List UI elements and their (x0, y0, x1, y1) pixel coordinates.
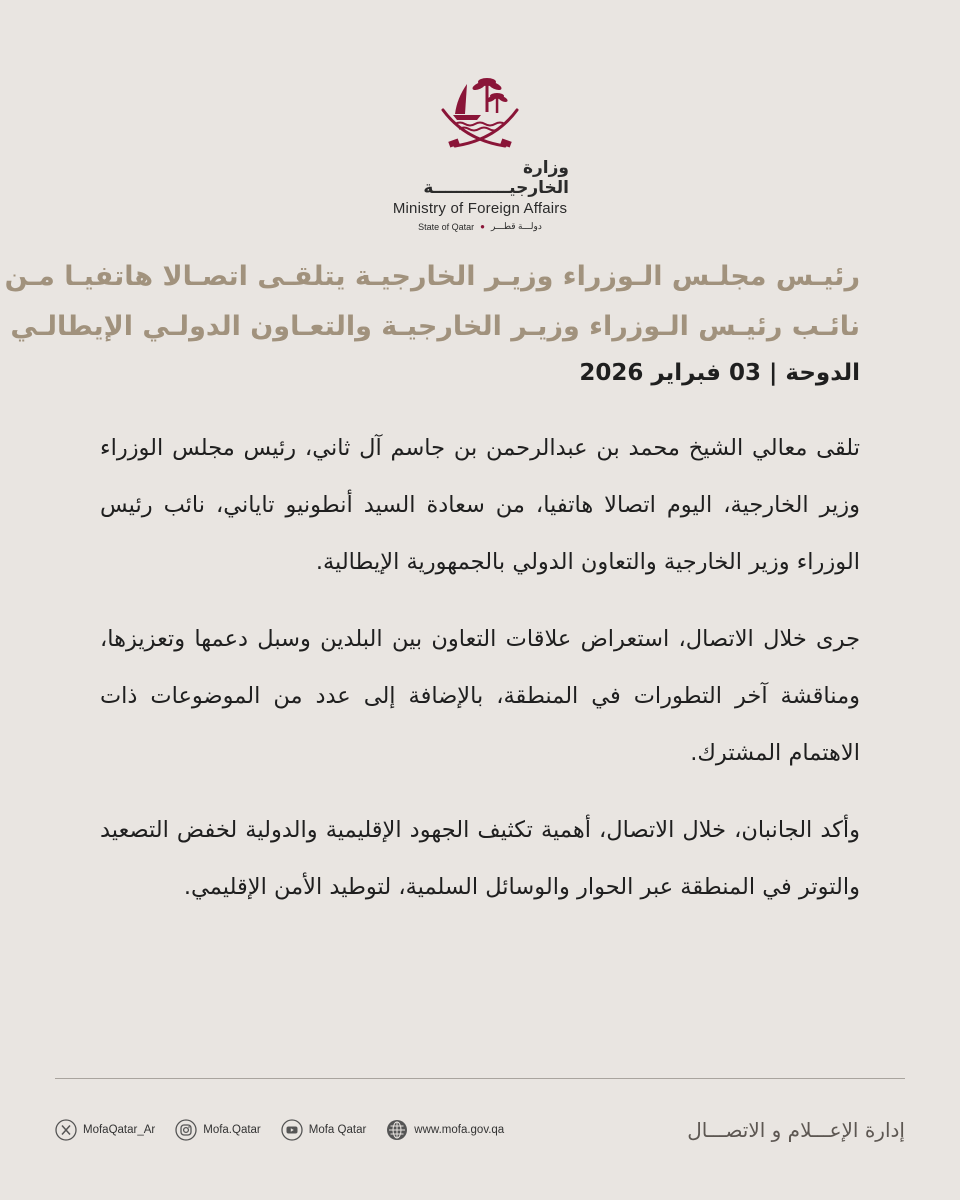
youtube-icon (281, 1119, 303, 1141)
dateline: الدوحة | 03 فبراير 2026 (579, 360, 860, 386)
footer-divider (55, 1078, 905, 1079)
state-name-english: State of Qatar (418, 221, 475, 232)
social-x-handle: MofaQatar_Ar (83, 1124, 156, 1136)
globe-icon (386, 1119, 408, 1141)
social-links (55, 1119, 504, 1141)
social-instagram[interactable] (175, 1119, 261, 1141)
article-body (100, 420, 860, 936)
headline-line-1: رئيـس مجلـس الـوزراء وزيـر الخارجيـة يتلقـى اتصـالا هاتفيـا مـن (4, 261, 860, 292)
ministry-logo (0, 70, 960, 232)
state-name-arabic: دولـــة قطـــر (490, 221, 542, 231)
social-youtube-handle: Mofa Qatar (308, 1124, 367, 1136)
department-name: إدارة الإعـــلام و الاتصـــال (687, 1118, 905, 1142)
headline-line-2: نائـب رئيـس الـوزراء وزيـر الخارجيـة والتعـاون الدولـي الإيطالـي (10, 311, 860, 342)
social-website-url: www.mofa.gov.qa (414, 1124, 505, 1136)
qatar-emblem-icon (435, 70, 525, 152)
separator-dot-icon: ● (480, 222, 485, 231)
paragraph-3: وأكد الجانبان، خلال الاتصال، أهمية تكثيف الجهود الإقليمية والدولية لخفض التصعيد والتوتر في المنطقة عبر الحوار والوسائل السلمية، لتوطيد الأمن الإقليمي. (100, 817, 860, 900)
paragraph-1: تلقى معالي الشيخ محمد بن عبدالرحمن بن جاسم آل ثاني، رئيس مجلس الوزراء وزير الخارجية، اليوم اتصالا هاتفيا، من سعادة السيد أنطونيو تاياني، نائب رئيس الوزراء وزير الخارجية والتعاون الدولي بالجمهورية الإيطالية. (100, 435, 860, 575)
footer (55, 1110, 905, 1150)
ministry-name-english: Ministry of Foreign Affairs (392, 200, 568, 217)
ministry-name-arabic: وزارة الخارجيـــــــــــــة (423, 158, 569, 198)
x-icon (55, 1119, 77, 1141)
social-x[interactable] (55, 1119, 155, 1141)
social-instagram-handle: Mofa.Qatar (203, 1124, 261, 1136)
paragraph-2: جرى خلال الاتصال، استعراض علاقات التعاون بين البلدين وسبل دعمها وتعزيزها، ومناقشة آخر التطورات في المنطقة، بالإضافة إلى عدد من الموضوعات ذات الاهتمام المشترك. (100, 626, 860, 766)
social-youtube[interactable] (281, 1119, 367, 1141)
headline (4, 252, 860, 352)
instagram-icon (175, 1119, 197, 1141)
social-website[interactable] (386, 1119, 504, 1141)
state-label (418, 221, 542, 232)
